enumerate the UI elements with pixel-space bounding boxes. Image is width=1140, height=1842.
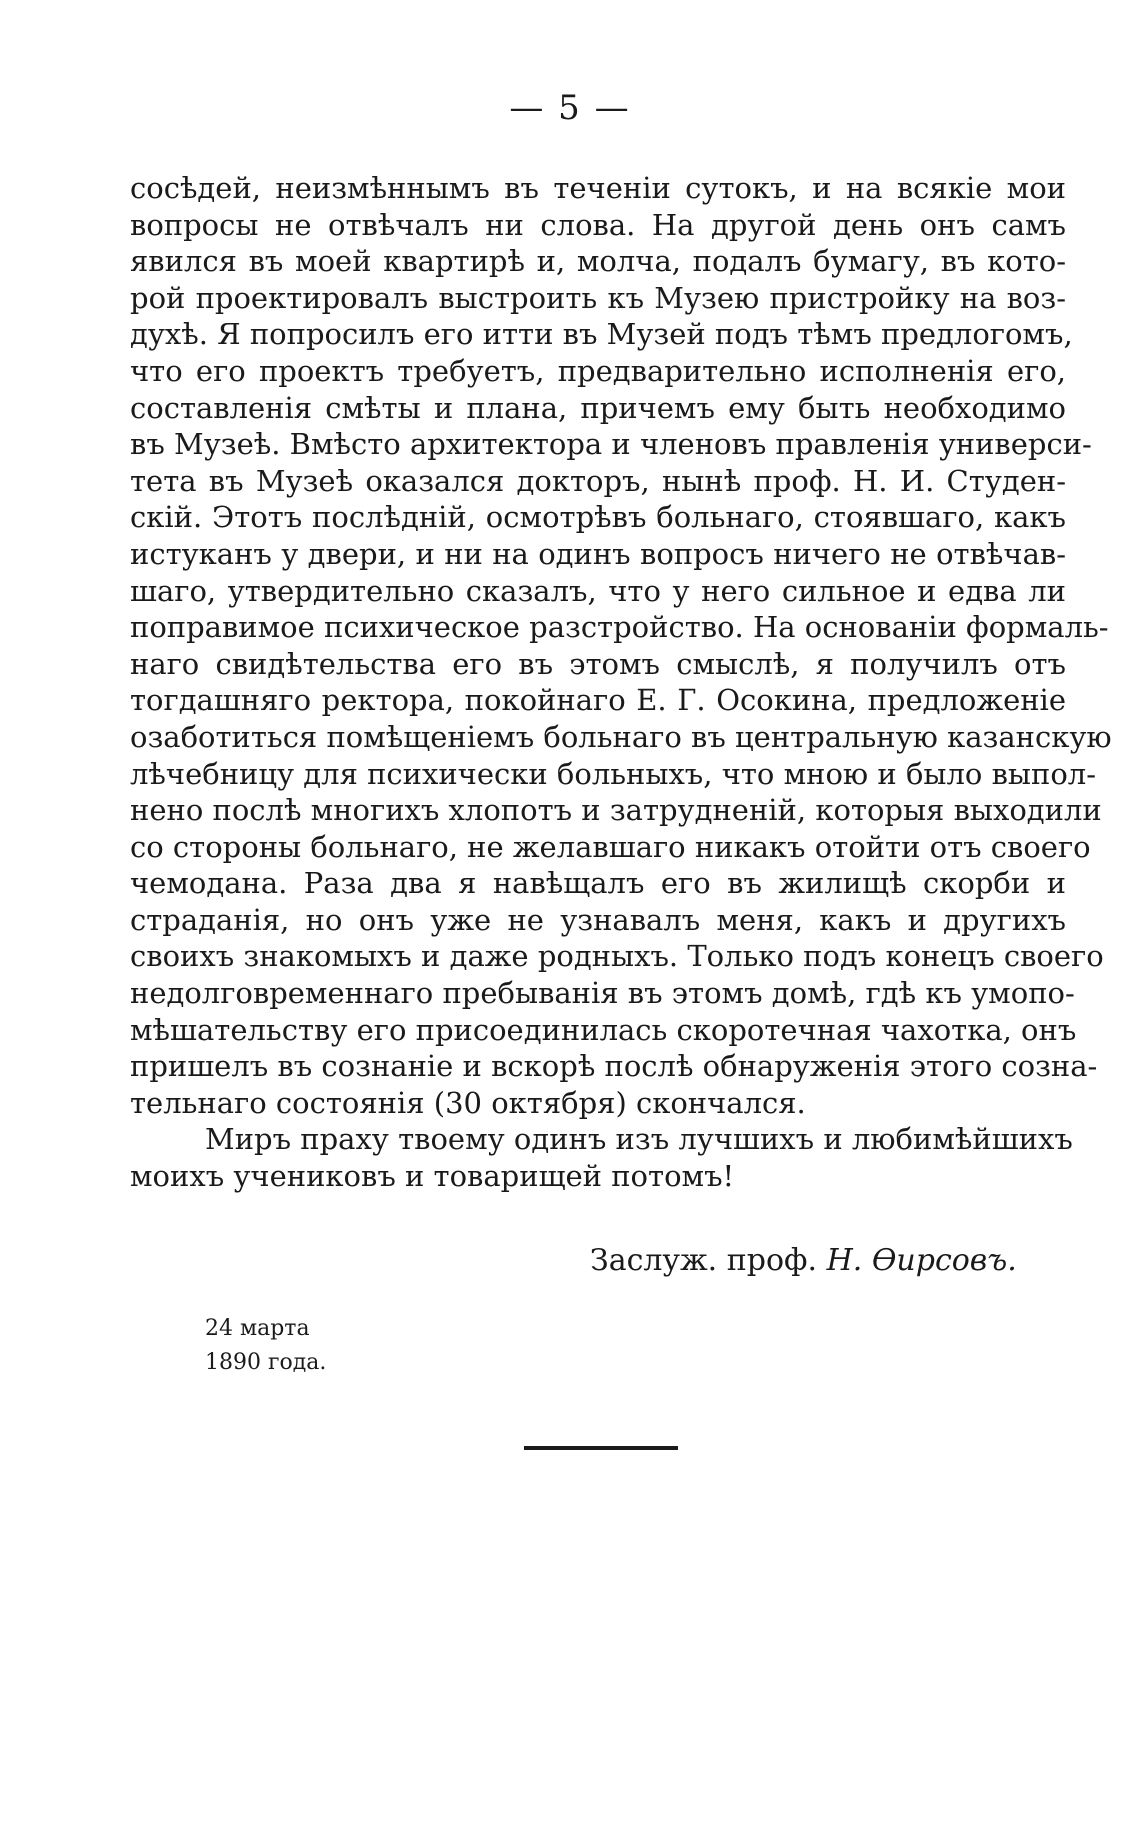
page-number: — 5 — bbox=[509, 88, 631, 128]
paragraph-main bbox=[130, 170, 1112, 1121]
text-line: моихъ учениковъ и товарищей потомъ! bbox=[130, 1159, 735, 1194]
text-line: наго свидѣтельства его въ этомъ смыслѣ, я получилъ отъ bbox=[130, 646, 1066, 681]
text-line: духѣ. Я попросилъ его итти въ Музей подъ тѣмъ предлогомъ, bbox=[130, 317, 1073, 352]
text-line: страданія, но онъ уже не узнавалъ меня, какъ и другихъ bbox=[130, 902, 1066, 937]
text-line: пришелъ въ сознаніе и вскорѣ послѣ обнаруженія этого созна- bbox=[130, 1049, 1098, 1084]
text-line: вопросы не отвѣчалъ ни слова. На другой день онъ самъ bbox=[130, 207, 1066, 242]
text-line: что его проектъ требуетъ, предварительно исполненія его, bbox=[130, 353, 1066, 388]
end-rule bbox=[524, 1446, 678, 1450]
paragraph-farewell bbox=[130, 1121, 1073, 1194]
signature-title: Заслуж. проф. bbox=[590, 1243, 818, 1278]
text-line: со стороны больнаго, не желавшаго никакъ отойти отъ своего bbox=[130, 829, 1091, 864]
text-line: тельнаго состоянія (30 октября) скончался. bbox=[130, 1085, 806, 1120]
text-line: истуканъ у двери, и ни на одинъ вопросъ ничего не отвѣчав- bbox=[130, 536, 1066, 571]
text-line: шаго, утвердительно сказалъ, что у него сильное и едва ли bbox=[130, 573, 1066, 608]
text-line: чемодана. Раза два я навѣщалъ его въ жилищѣ скорби и bbox=[130, 866, 1066, 901]
text-line: нено послѣ многихъ хлопотъ и затрудненій, которыя выходили bbox=[130, 793, 1102, 828]
signature bbox=[590, 1243, 1017, 1278]
text-line: скій. Этотъ послѣдній, осмотрѣвъ больнаго, стоявшаго, какъ bbox=[130, 500, 1066, 535]
date-block bbox=[205, 1312, 326, 1380]
text-line: мѣшательству его присоединилась скоротечная чахотка, онъ bbox=[130, 1012, 1077, 1047]
date-year: 1890 года. bbox=[205, 1350, 327, 1375]
date-day-month: 24 марта bbox=[205, 1316, 310, 1341]
text-line: своихъ знакомыхъ и даже родныхъ. Только подъ конецъ своего bbox=[130, 939, 1104, 974]
text-line: тогдашняго ректора, покойнаго Е. Г. Осокина, предложеніе bbox=[130, 683, 1066, 718]
text-line: недолговременнаго пребыванія въ этомъ домѣ, гдѣ къ умопо- bbox=[130, 976, 1075, 1011]
text-line: явился въ моей квартирѣ и, молча, подалъ бумагу, въ кото- bbox=[130, 244, 1066, 279]
text-line: Миръ праху твоему одинъ изъ лучшихъ и любимѣйшихъ bbox=[205, 1122, 1073, 1157]
body-text bbox=[130, 170, 1112, 1195]
text-line: въ Музеѣ. Вмѣсто архитектора и членовъ правленія универси- bbox=[130, 427, 1092, 462]
text-line: озаботиться помѣщеніемъ больнаго въ центральную казанскую bbox=[130, 719, 1112, 754]
text-line: поправимое психическое разстройство. На основаніи формаль- bbox=[130, 610, 1109, 645]
text-line: рой проектировалъ выстроить къ Музею пристройку на воз- bbox=[130, 280, 1066, 315]
signature-name: Н. Ѳирсовъ. bbox=[826, 1243, 1017, 1278]
text-line: лѣчебницу для психически больныхъ, что мною и было выпол- bbox=[130, 756, 1097, 791]
text-line: составленія смѣты и плана, причемъ ему быть необходимо bbox=[130, 390, 1066, 425]
text-line: сосѣдей, неизмѣннымъ въ теченіи сутокъ, и на всякіе мои bbox=[130, 171, 1066, 205]
text-line: тета въ Музеѣ оказался докторъ, нынѣ проф. Н. И. Студен- bbox=[130, 463, 1066, 498]
